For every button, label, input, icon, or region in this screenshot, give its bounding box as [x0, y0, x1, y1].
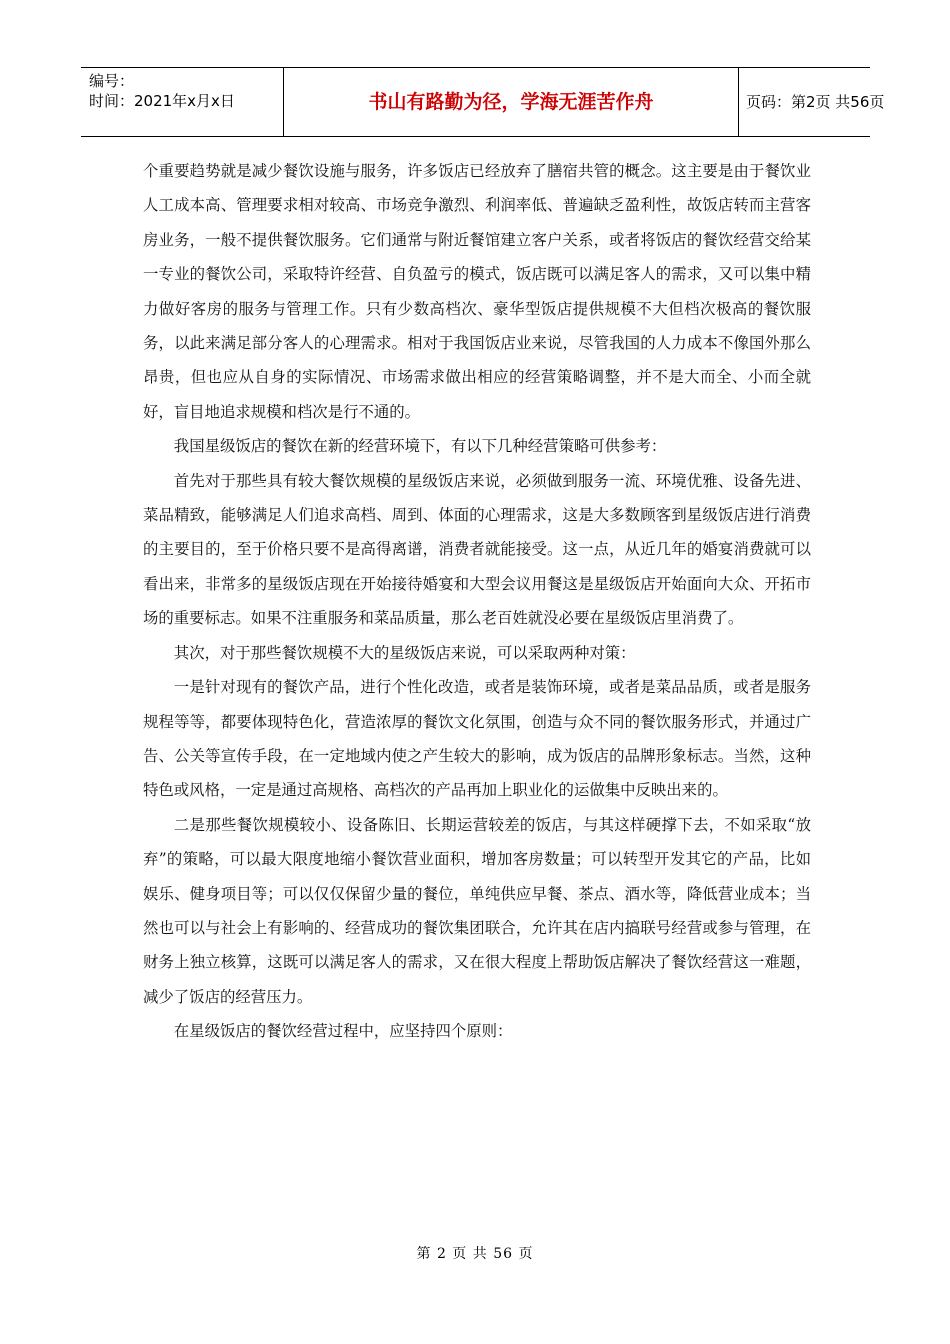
- page-footer: 第 2 页 共 56 页: [416, 1246, 534, 1262]
- page-header: [81, 67, 885, 137]
- header-left-cell: [81, 68, 283, 136]
- paragraph-5: 一是针对现有的餐饮产品，进行个性化改造，或者是装饰环境，或者是菜品品质，或者是服务规程等等，都要体现特色化，营造浓厚的餐饮文化氛围，创造与众不同的餐饮服务形式，并通过广告、公关等宣传手段，在一定地域内使之产生较大的影响，成为饭店的品牌形象标志。当然，这种特色或风格，一定是通过高规格、高档次的产品再加上职业化的运做集中反映出来的。: [143, 678, 811, 800]
- code-label: 编号：: [89, 72, 135, 90]
- motto-text: 书山有路勤为径，学海无涯苦作舟: [368, 91, 654, 113]
- page-code: 页码：第2页 共56页: [746, 93, 885, 111]
- header-right-cell: [738, 68, 885, 136]
- paragraph-6: 二是那些餐饮规模较小、设备陈旧、长期运营较差的饭店，与其这样硬撑下去，不如采取“放弃”的策略，可以最大限度地缩小餐饮营业面积，增加客房数量；可以转型开发其它的产品，比如娱乐、健身项目等；可以仅仅保留少量的餐位，单纯供应早餐、茶点、酒水等，降低营业成本；当然也可以与社会上有影响的、经营成功的餐饮集团联合，允许其在店内搞联号经营或参与管理，在财务上独立核算，这既可以满足客人的需求，又在很大程度上帮助饭店解决了餐饮经营这一难题，减少了饭店的经营压力。: [143, 815, 811, 1006]
- paragraph-4: 其次，对于那些餐饮规模不大的星级饭店来说，可以采取两种对策：: [173, 643, 636, 662]
- date-label: 时间：2021年x月x日: [89, 92, 235, 110]
- paragraph-7: 在星级饭店的餐饮经营过程中，应坚持四个原则：: [173, 1022, 513, 1041]
- document-body: [143, 154, 811, 1049]
- paragraph-1: 个重要趋势就是减少餐饮设施与服务，许多饭店已经放弃了膳宿共管的概念。这主要是由于餐饮业人工成本高、管理要求相对较高、市场竞争激烈、利润率低、普遍缺乏盈利性，故饭店转而主营客房业务，一般不提供餐饮服务。它们通常与附近餐馆建立客户关系，或者将饭店的餐饮经营交给某一专业的餐饮公司，采取特许经营、自负盈亏的模式，饭店既可以满足客人的需求，又可以集中精力做好客房的服务与管理工作。只有少数高档次、豪华型饭店提供规模不大但档次极高的餐饮服务，以此来满足部分客人的心理需求。相对于我国饭店业来说，尽管我国的人力成本不像国外那么昂贵，但也应从自身的实际情况、市场需求做出相应的经营策略调整，并不是大而全、小而全就好，盲目地追求规模和档次是行不通的。: [143, 162, 811, 421]
- header-motto-cell: [283, 68, 739, 136]
- paragraph-2: 我国星级饭店的餐饮在新的经营环境下，有以下几种经营策略可供参考：: [173, 437, 667, 456]
- paragraph-3: 首先对于那些具有较大餐饮规模的星级饭店来说，必须做到服务一流、环境优雅、设备先进、菜品精致，能够满足人们追求高档、周到、体面的心理需求，这是大多数顾客到星级饭店进行消费的主要目的，至于价格只要不是高得离谱，消费者就能接受。这一点，从近几年的婚宴消费就可以看出来，非常多的星级饭店现在开始接待婚宴和大型会议用餐这是星级饭店开始面向大众、开拓市场的重要标志。如果不注重服务和菜品质量，那么老百姓就没必要在星级饭店里消费了。: [143, 471, 811, 628]
